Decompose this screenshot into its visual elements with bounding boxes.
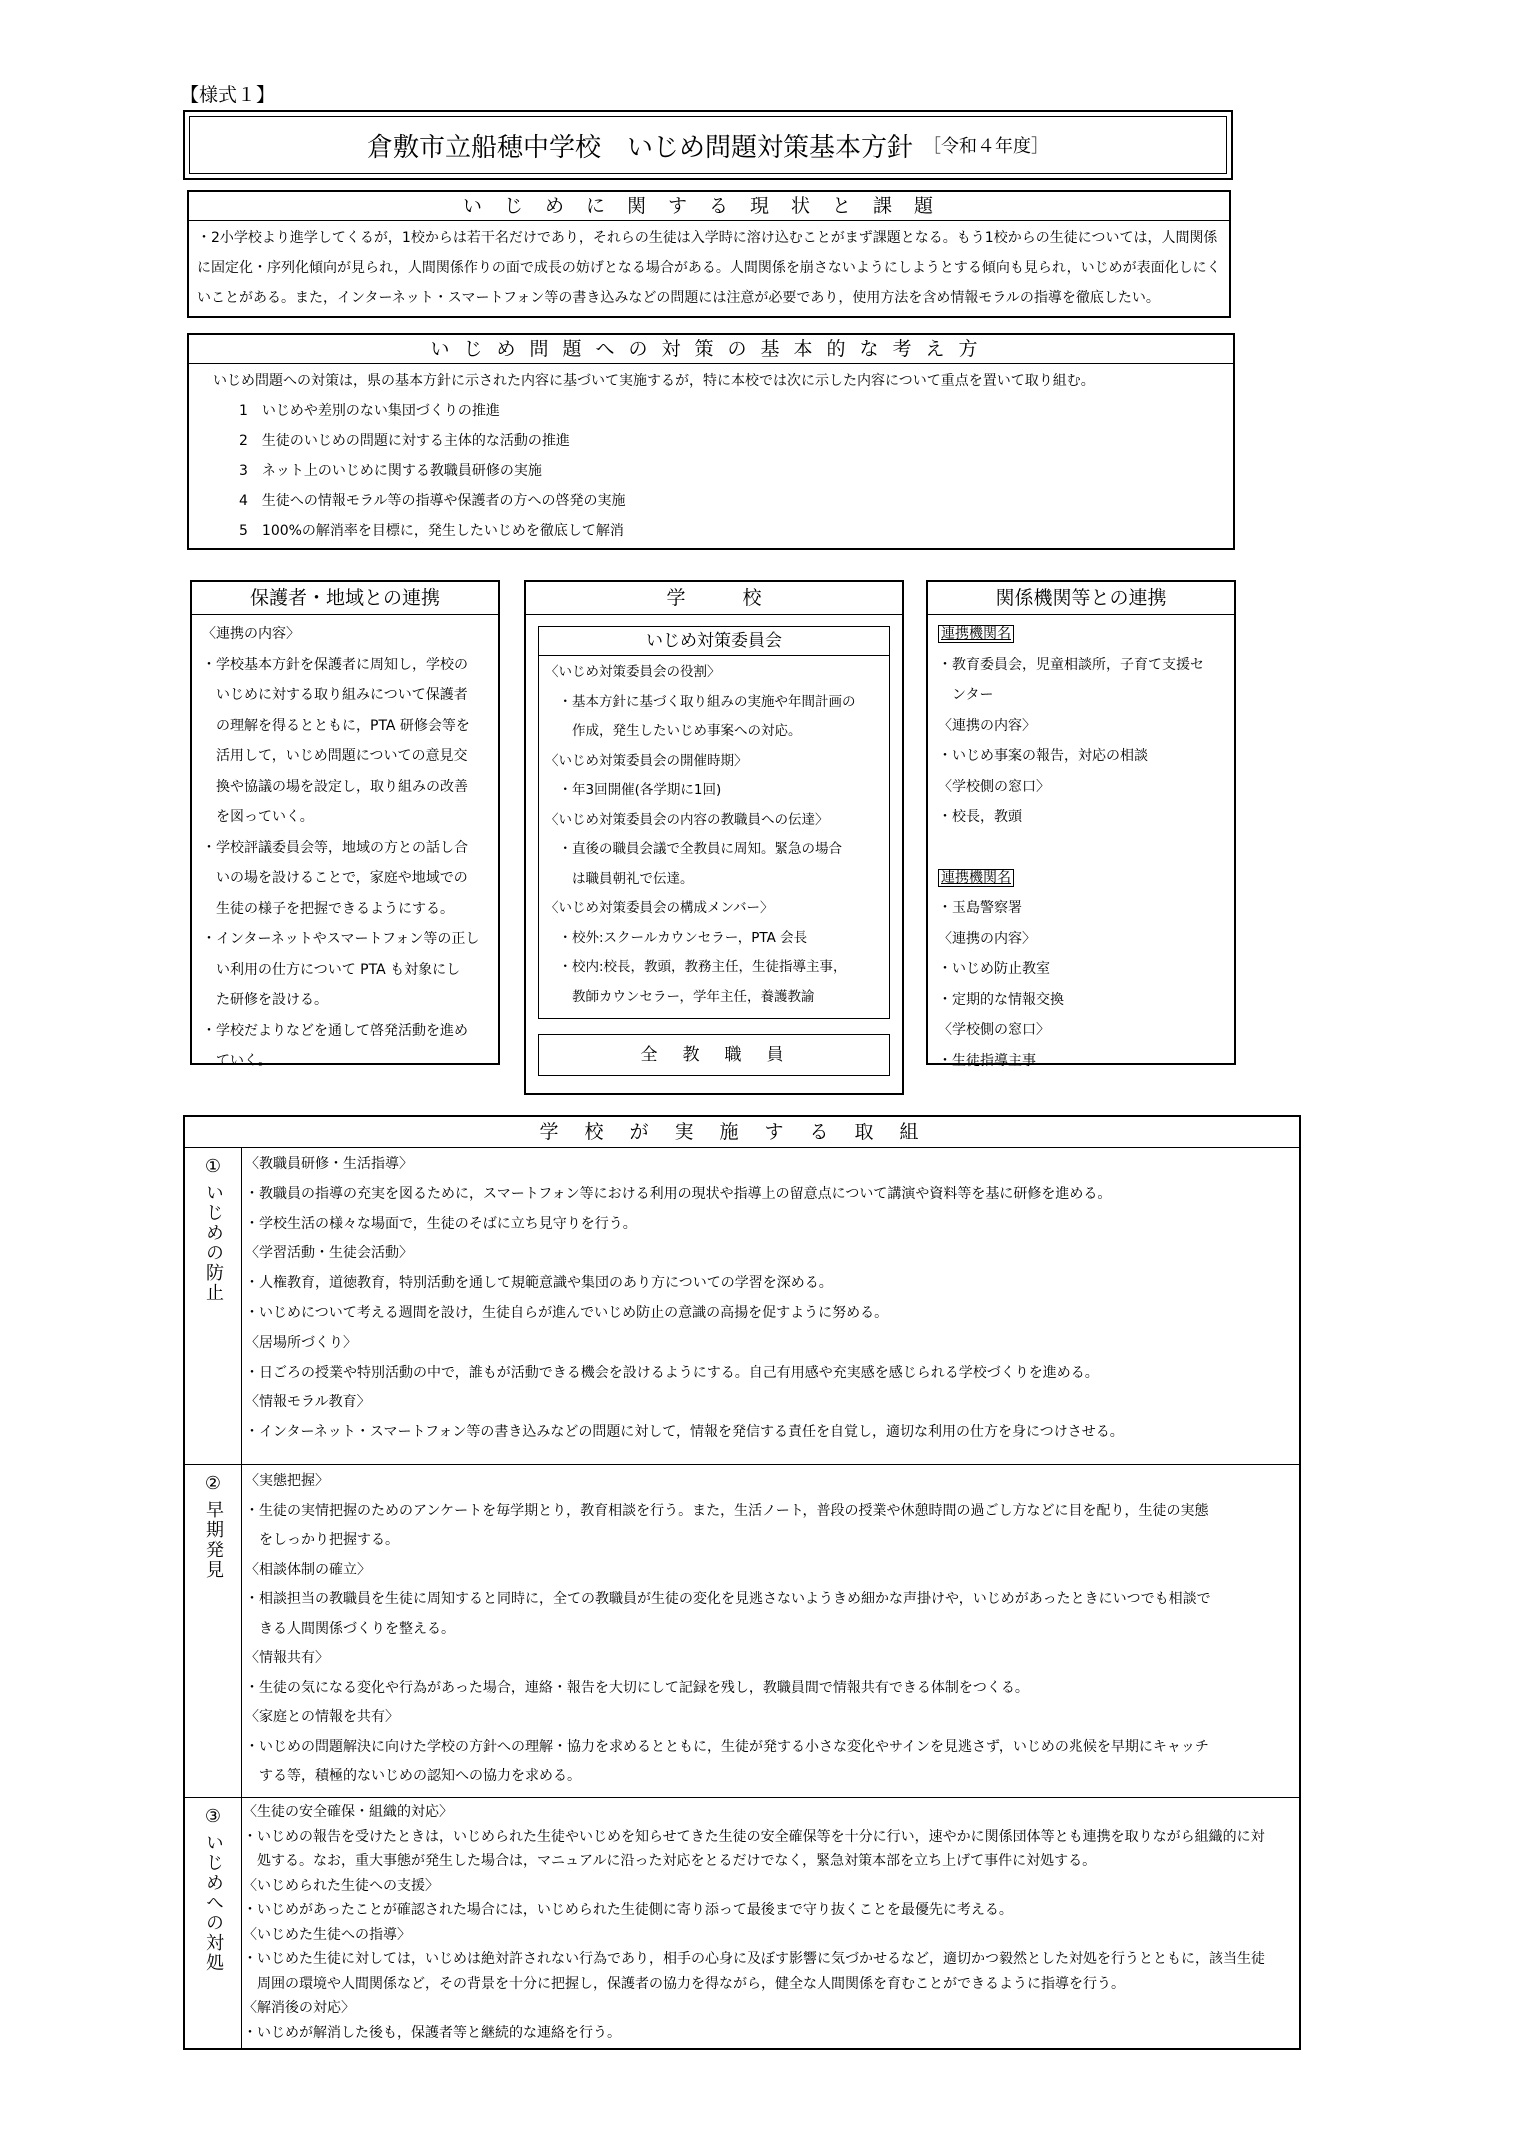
text-line: 〈学習活動・生徒会活動〉 <box>245 1245 413 1262</box>
text-line: ・インターネット・スマートフォン等の書き込みなどの問題に対して，情報を発信する責任を自覚し，適切な利用の仕方を身につけさせる。 <box>245 1424 1124 1441</box>
agency-box <box>926 580 1236 1069</box>
text-line: ・教職員の指導の充実を図るために，スマートフォン等における利用の現状や指導上の留意点について講演や資料等を基に研修を進める。 <box>245 1185 1112 1202</box>
text-line: ・校内:校長，教頭，教務主任，生徒指導主事， <box>545 959 847 975</box>
text-line: 周囲の環境や人間関係など，その背景を十分に把握し，保護者の協力を得ながら，健全な人間関係を育むことができるように指導を行う。 <box>243 1975 1125 1992</box>
text-line: ・生徒の実情把握のためのアンケートを毎学期とり，教育相談を行う。また，生活ノート，普段の授業や休憩時間の過ごし方などに目を配り，生徒の実態 <box>245 1502 1209 1519</box>
section-heading: いじめ問題への対策の基本的な考え方 <box>189 335 1233 364</box>
text-line: 〈実態把握〉 <box>245 1473 329 1489</box>
section-heading: いじめに関する現状と課題 <box>189 192 1229 221</box>
list-item: 5 100%の解消率を目標に，発生したいじめを徹底して解消 <box>239 523 624 539</box>
text-line: ・いじめの報告を受けたときは，いじめられた生徒やいじめを知らせてきた生徒の安全確保等を十分に行い，速やかに関係団体等とも連携を取りながら組織的に対 <box>243 1828 1265 1845</box>
text-line: ・いじめがあったことが確認された場合には，いじめられた生徒側に寄り添って最後まで守り抜くことを最優先に考える。 <box>243 1902 1013 1918</box>
table-row <box>185 1465 1299 1798</box>
text-line: きる人間関係づくりを整える。 <box>245 1620 455 1637</box>
box-heading: 保護者・地域との連携 <box>192 582 498 615</box>
row-label: いじめの防止 <box>203 1183 224 1303</box>
committee-box <box>538 626 890 1019</box>
text-line: をしっかり把握する。 <box>245 1532 399 1548</box>
agency-tag: 連携機関名 <box>938 869 1014 887</box>
row-number: ③ <box>204 1806 222 1827</box>
title-box <box>183 110 1233 180</box>
list-item: 2 生徒のいじめの問題に対する主体的な活動の推進 <box>239 433 570 449</box>
text-line: ・校長，教頭 <box>938 809 1022 825</box>
text-line: 〈連携の内容〉 <box>938 930 1036 947</box>
current-status-section <box>187 190 1231 318</box>
text-line: ・相談担当の教職員を生徒に周知すると同時に，全ての教職員が生徒の変化を見逃さないようきめ細かな声掛けや，いじめがあったときにいつでも相談で <box>245 1591 1211 1607</box>
row-number: ① <box>204 1156 222 1177</box>
text-line: 教師カウンセラー，学年主任，養護教諭 <box>545 988 815 1005</box>
text-line: 生徒の様子を把握できるようにする。 <box>202 900 454 917</box>
text-line: ・直後の職員会議で全教員に周知。緊急の場合 <box>545 841 842 857</box>
text-line: ・いじめ防止教室 <box>938 961 1050 977</box>
text-line: する等，積極的ないじめの認知への協力を求める。 <box>245 1768 581 1784</box>
box-heading: 関係機関等との連携 <box>928 582 1234 615</box>
text-line: 〈情報共有〉 <box>245 1650 329 1666</box>
text-line: ・いじめの問題解決に向けた学校の方針への理解・協力を求めるとともに，生徒が発する小さな変化やサインを見逃さず，いじめの兆候を早期にキャッチ <box>245 1738 1209 1755</box>
text-line: ・いじめについて考える週間を設け，生徒自らが進んでいじめ防止の意識の高揚を促すように努める。 <box>245 1304 889 1321</box>
text-line: いの場を設けることで，家庭や地域での <box>202 870 468 886</box>
list-item: 4 生徒への情報モラル等の指導や保護者の方への啓発の実施 <box>239 493 626 509</box>
text-line: 〈いじめ対策委員会の役割〉 <box>545 664 721 680</box>
text-line: 〈情報モラル教育〉 <box>245 1394 371 1411</box>
text-line: ・2小学校より進学してくるが，1校からは若干名だけであり，それらの生徒は入学時に溶け込むことがまず課題となる。もう1校からの生徒については，人間関係 <box>197 230 1218 246</box>
text-line: ・生徒の気になる変化や行為があった場合，連絡・報告を大切にして記録を残し，教職員間で情報共有できる体制をつくる。 <box>245 1679 1029 1696</box>
text-line: 〈生徒の安全確保・組織的対応〉 <box>243 1804 453 1820</box>
text-line: ・いじめが解消した後も，保護者等と継続的な連絡を行う。 <box>243 2024 621 2041</box>
text-line: ・いじめ事案の報告，対応の相談 <box>938 748 1148 764</box>
school-initiatives-table <box>183 1115 1301 2050</box>
text-line: ・定期的な情報交換 <box>938 991 1064 1008</box>
text-line: 〈連携の内容〉 <box>938 717 1036 734</box>
text-line: ・基本方針に基づく取り組みの実施や年間計画の <box>545 693 856 710</box>
text-line: ていく。 <box>202 1053 272 1069</box>
text-line: ・生徒指導主事 <box>938 1052 1036 1069</box>
text-line: 〈いじめ対策委員会の構成メンバー〉 <box>545 900 774 916</box>
committee-heading: いじめ対策委員会 <box>539 627 889 656</box>
list-item: 3 ネット上のいじめに関する教職員研修の実施 <box>239 463 542 479</box>
text-line: ・いじめた生徒に対しては，いじめは絶対許されない行為であり，相手の心身に及ぼす影響に気づかせるなど，適切かつ毅然とした対処を行うとともに，該当生徒 <box>243 1951 1265 1967</box>
text-line: 〈相談体制の確立〉 <box>245 1561 371 1578</box>
row-number: ② <box>204 1473 222 1494</box>
row-label: 早期発見 <box>203 1500 224 1580</box>
text-line: 処する。なお，重大事態が発生した場合は，マニュアルに沿った対応をとるだけでなく，緊急対策本部を立ち上げて事件に対処する。 <box>243 1853 1097 1869</box>
text-line: 〈いじめられた生徒への支援〉 <box>243 1877 439 1894</box>
text-line: 〈いじめ対策委員会の開催時期〉 <box>545 752 748 769</box>
agency-tag: 連携機関名 <box>938 625 1014 643</box>
text-line: の理解を得るとともに，PTA 研修会等を <box>202 717 470 734</box>
all-staff-box: 全 教 職 員 <box>538 1034 890 1076</box>
text-line: ・玉島警察署 <box>938 900 1022 916</box>
text-line: ・学校評議委員会等，地域の方との話し合 <box>202 839 468 856</box>
text-line: いじめ問題への対策は，県の基本方針に示された内容に基づいて実施するが，特に本校では次に示した内容について重点を置いて取り組む。 <box>213 373 1095 389</box>
text-line: ンター <box>938 687 994 703</box>
text-line: に固定化・序列化傾向が見られ，人間関係作りの面で成長の妨げとなる場合がある。人間関係を崩さないようにしようとする傾向も見られ，いじめが表面化しにく <box>197 260 1221 276</box>
table-row <box>185 1798 1299 2048</box>
text-line: 〈学校側の窓口〉 <box>938 1022 1050 1038</box>
text-line: ・学校だよりなどを通して啓発活動を進め <box>202 1022 468 1039</box>
guardian-community-box <box>190 580 500 1069</box>
table-heading: 学校が実施する取組 <box>185 1117 1299 1148</box>
text-line: ・人権教育，道徳教育，特別活動を通して規範意識や集団のあり方についての学習を深める。 <box>245 1275 833 1292</box>
text-line: ・教育委員会，児童相談所，子育て支援セ <box>938 656 1204 673</box>
text-line: ・日ごろの授業や特別活動の中で，誰もが活動できる機会を設けるようにする。自己有用感や充実感を感じられる学校づくりを進める。 <box>245 1364 1099 1381</box>
text-line: ・校外:スクールカウンセラー，PTA 会長 <box>545 929 808 946</box>
text-line: ・インターネットやスマートフォン等の正し <box>202 931 480 947</box>
text-line: いことがある。また，インターネット・スマートフォン等の書き込みなどの問題には注意が必要であり，使用方法を含め情報モラルの指導を徹底したい。 <box>197 290 1160 306</box>
row-label: いじめへの対処 <box>203 1833 224 1973</box>
text-line: は職員朝礼で伝達。 <box>545 870 694 887</box>
text-line: 〈教職員研修・生活指導〉 <box>245 1156 413 1172</box>
basic-approach-section <box>187 333 1235 550</box>
text-line: 〈学校側の窓口〉 <box>938 778 1050 795</box>
text-line: 活用して，いじめ問題についての意見交 <box>202 748 468 764</box>
page-subtitle: ［令和４年度］ <box>923 136 1049 157</box>
list-item: 1 いじめや差別のない集団づくりの推進 <box>239 403 500 419</box>
text-line: 作成，発生したいじめ事案への対応。 <box>545 723 802 739</box>
text-line: ・学校基本方針を保護者に周知し，学校の <box>202 656 468 673</box>
text-line: ・学校生活の様々な場面で，生徒のそばに立ち見守りを行う。 <box>245 1215 637 1232</box>
text-line: ・年3回開催(各学期に1回) <box>545 782 722 798</box>
school-box <box>524 580 904 1095</box>
text-line: 〈居場所づくり〉 <box>245 1334 357 1351</box>
form-label: 【様式１】 <box>180 84 276 106</box>
text-line: た研修を設ける。 <box>202 992 328 1008</box>
text-line: 〈連携の内容〉 <box>202 626 300 642</box>
text-line: 〈いじめ対策委員会の内容の教職員への伝達〉 <box>545 811 829 828</box>
table-row <box>185 1148 1299 1465</box>
text-line: いじめに対する取り組みについて保護者 <box>202 687 468 703</box>
text-line: 〈家庭との情報を共有〉 <box>245 1709 399 1725</box>
box-heading: 学 校 <box>526 582 902 615</box>
page-title: 倉敷市立船穂中学校 いじめ問題対策基本方針 <box>366 132 913 163</box>
text-line: 換や協議の場を設定し，取り組みの改善 <box>202 778 468 795</box>
text-line: い利用の仕方について PTA も対象にし <box>202 961 461 978</box>
text-line: を図っていく。 <box>202 809 314 825</box>
text-line: 〈いじめた生徒への指導〉 <box>243 1926 411 1943</box>
text-line: 〈解消後の対応〉 <box>243 2000 355 2016</box>
